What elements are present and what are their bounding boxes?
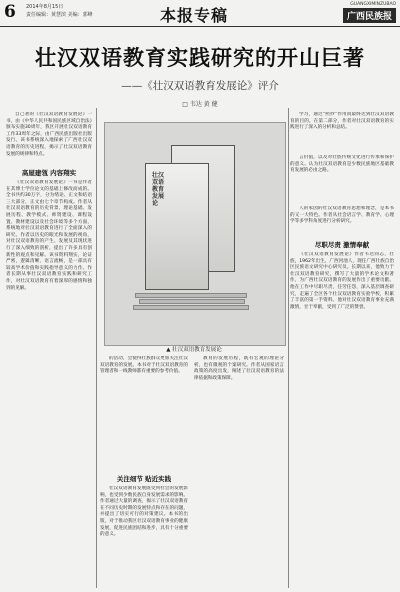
column-2-bottom-text: 壮汉双语教育发展既受到社会的发展影响，也受到少数民族自身发展需求的影响。作者通过大量的调查，揭示了壮汉双语教育在不同历史时期的发展特点和存在的问题，并提出了切实可行的对策建议。本书的出版，对于推动我区壮汉双语教育事业的健康发展，促进民族团结和进步，具有十分重要的意义。	[100, 486, 188, 538]
column-4-top	[290, 206, 394, 236]
column-4-body	[290, 252, 394, 586]
column-4-top-text: 人的家园的壮汉双语教育思想和理念，是本书的又一大特色。作者从社会语言学、教育学、心理学等多学科角度进行分析研究。	[290, 206, 394, 225]
book-cover-front	[145, 163, 209, 290]
article-subtitle: ——《壮汉双语教育发展论》评介	[121, 80, 279, 92]
article-title: 壮汉双语教育实践研究的开山巨著	[35, 45, 365, 70]
column-divider	[96, 108, 97, 588]
column-3-lower-text: 教育的发展历程，既有宏观的理论分析，也有微观的个案研究。作者从国家语言政策的高度出发，阐述了壮汉双语教育的法律依据和政策保障。	[194, 356, 284, 381]
column-1-body	[6, 180, 92, 585]
column-3-lower	[194, 356, 284, 586]
column-2-bottom	[100, 486, 188, 586]
column-1-intro	[6, 112, 92, 162]
paper-name: 广西民族报	[343, 8, 396, 23]
section-title: 本报专稿	[160, 6, 229, 25]
article-byline: □ 韦达 黄 健	[182, 101, 218, 108]
page-header	[0, 0, 400, 27]
book-cover-title: 壮汉双语教育发展论	[152, 172, 165, 207]
column-2-lower	[100, 356, 188, 466]
book-photo	[104, 122, 286, 346]
subhead-2: 尽职尽责 激情奉献	[314, 241, 370, 249]
book-stack-3	[133, 305, 249, 310]
issue-date: 2014年8月15日	[26, 4, 64, 10]
page-number: 6	[4, 2, 16, 22]
book-stack-1	[135, 293, 247, 298]
paper-url: GUANGXIMINZUBAO	[350, 2, 396, 7]
column-divider	[288, 108, 289, 588]
column-4-body-text: 《壮汉双语教育发展论》作者韦达同志，壮族，1962年出生，广西河池人，现任广西壮族自治区民族语文研究中心研究员。长期以来，他致力于壮汉双语教育研究，撰写了大量的学术论文和著作，为广西壮汉双语教育的发展作出了重要贡献。他在工作中尽职尽责，任劳任怨，深入基层调查研究，走遍了全区各个壮汉双语教育实验学校，积累了丰富的第一手资料。他对壮汉双语教育事业充满激情，甘于奉献，受到了广泛的赞誉。	[290, 252, 394, 310]
column-2-lower-text: 的活动，会使得壮族群众更加关注壮汉双语教育的发展。本书对于壮汉双语教育的管理者和一线教师都有重要的参考价值。	[100, 356, 188, 375]
book-stack-2	[139, 299, 245, 304]
editor-line: 责任编辑：黄慧滨 美编：郭峰	[26, 12, 93, 18]
column-3-top	[290, 155, 394, 203]
column-1-intro-text: 自己著的《壮汉双语教育发展论》一书，由《中华人民共和国民族区域自治法》颁布实施30周年，我区开展壮汉双语教育工作33周年之际，由广西民族出版社出版发行。该书系统深入地探索了广西壮汉双语教育的历史进程，揭示了壮汉双语教育发展的规律和特点。	[6, 112, 92, 157]
column-1-body-text: 《壮汉双语教育发展论》一书是作者在其博士学位论文的基础上修改而成的。全书共约30万字，分为绪论、正文和结语三大部分，正文由七个章节构成。作者从壮汉双语教育的历史背景、理论基础、发展历程、教学模式、师资建设、课程设置、教材建设以及社会环境等多个方面，系统地对壮汉双语教育进行了全面深入的研究。作者以历史的眼光和发展的视角，对壮汉双语教育的产生、发展及其现状进行了深入细致的剖析，提出了许多具有创新性的观点和见解。该书资料翔实，论证严密，逻辑清晰，语言流畅，是一部具有较高学术价值和实践指导意义的力作。作者长期从事壮汉双语教育实践和研究工作，对壮汉双语教育有着深厚的感情和独到的见解。	[6, 180, 92, 291]
subhead-3: 关注细节 贴近实践	[116, 475, 172, 483]
photo-caption: ▲ 壮汉双语教育发展论	[166, 347, 222, 353]
subhead-1: 高屋建瓴 内容翔实	[21, 169, 77, 177]
column-2-top-text: 学习，通过“照抄”作用而最终达到壮汉双语教育的目的。在第二部分，作者对壮汉双语教育的实践进行了深入的分析和总结。	[290, 112, 394, 131]
column-3-top-text: 言价值，以及对壮族传统文化进行传承和保护的意义。认为壮汉双语教育是少数民族地区基础教育发展的必由之路。	[290, 155, 394, 174]
column-2-top	[290, 112, 394, 152]
